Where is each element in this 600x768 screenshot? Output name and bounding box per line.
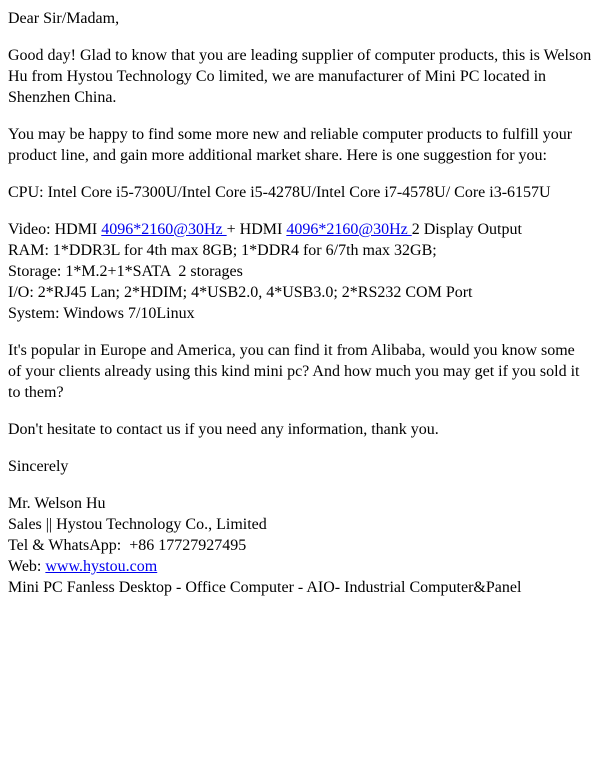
signature-web-prefix: Web: [8,558,46,575]
storage-spec-line: Storage: 1*M.2+1*SATA 2 storages [8,263,243,280]
market-question-paragraph: It's popular in Europe and America, you can find it from Alibaba, would you know some of your clients already using this kind mini pc? And how much you may get if you sold it to them? [8,342,584,401]
io-spec-line: I/O: 2*RJ45 Lan; 2*HDIM; 4*USB2.0, 4*USB3.0; 2*RS232 COM Port [8,284,473,301]
intro-paragraph: Good day! Glad to know that you are leading supplier of computer products, this is Welson Hu from Hystou Technology Co limited, we are manufacturer of Mini PC located in Shenzhen China. [8,47,596,106]
signoff: Sincerely [8,458,69,475]
pitch-paragraph: You may be happy to find some more new and reliable computer products to fulfill your product line, and gain more additional market share. Here is one suggestion for you: [8,126,577,164]
signature-name: Mr. Welson Hu [8,495,106,512]
video-spec-mid: + HDMI [226,221,287,238]
signature-role-company: Sales || Hystou Technology Co., Limited [8,516,267,533]
resolution-link-1[interactable]: 4096*2160@30Hz [101,221,227,238]
ram-spec-line: RAM: 1*DDR3L for 4th max 8GB; 1*DDR4 for 6/7th max 32GB; [8,242,437,259]
specs-block [8,219,592,324]
video-spec-prefix: Video: HDMI [8,221,102,238]
salutation: Dear Sir/Madam, [8,10,120,27]
signature-phone: Tel & WhatsApp: +86 17727927495 [8,537,247,554]
video-spec-suffix: 2 Display Output [411,221,522,238]
website-link[interactable]: www.hystou.com [45,558,158,575]
signature-block [8,493,592,598]
system-spec-line: System: Windows 7/10Linux [8,305,195,322]
cpu-spec-line: CPU: Intel Core i5-7300U/Intel Core i5-4278U/Intel Core i7-4578U/ Core i3-6157U [8,184,551,201]
closing-note: Don't hesitate to contact us if you need any information, thank you. [8,421,439,438]
email-body [8,8,596,598]
signature-tagline: Mini PC Fanless Desktop - Office Computer - AIO- Industrial Computer&Panel [8,579,522,596]
resolution-link-2[interactable]: 4096*2160@30Hz [286,221,412,238]
